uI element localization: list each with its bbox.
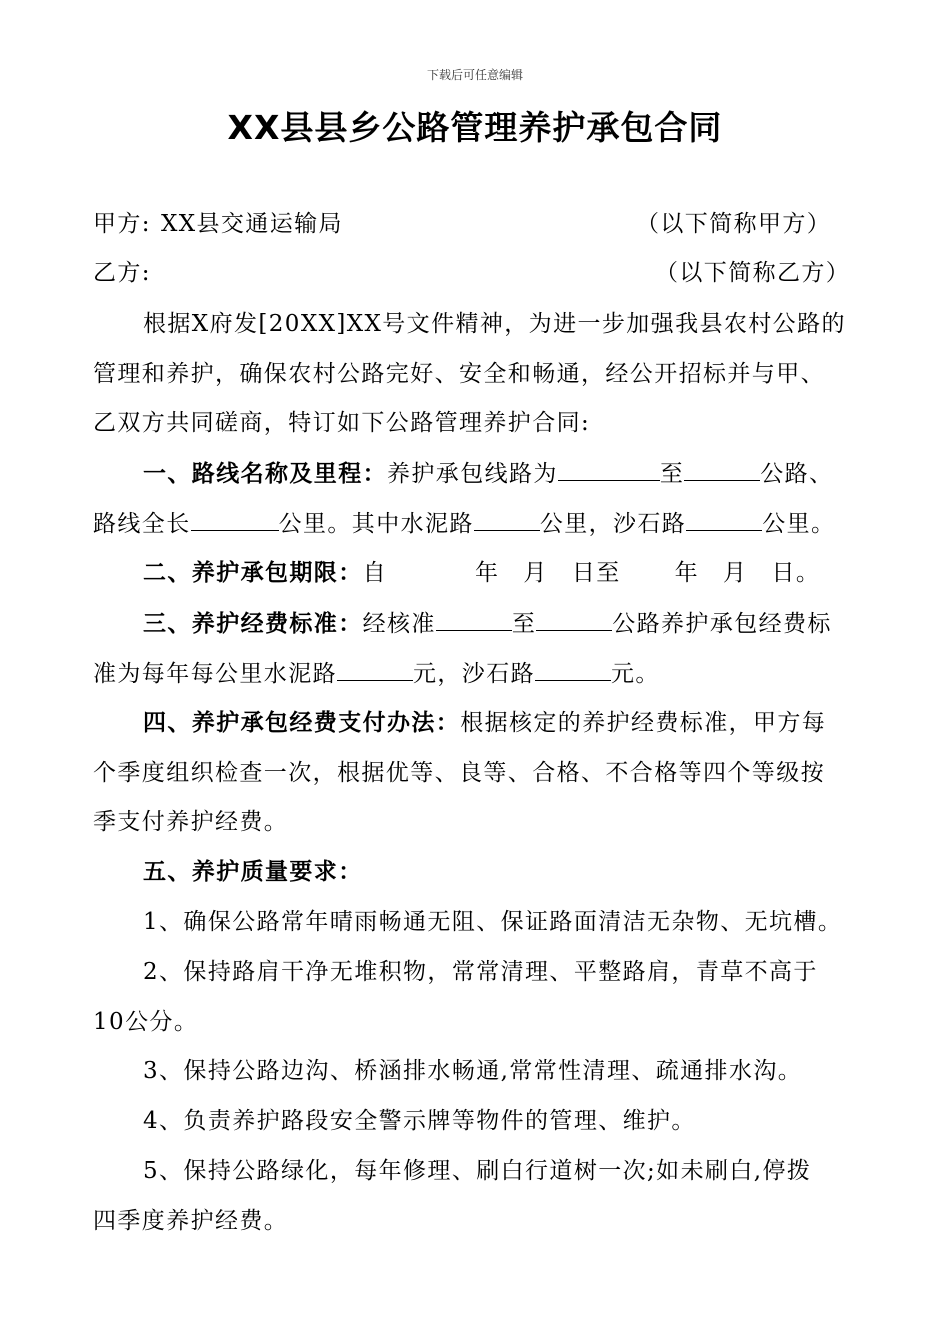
cement-road-blank[interactable] bbox=[474, 508, 540, 531]
period-month-1: 月 bbox=[523, 560, 548, 586]
party-a-label: 甲方: bbox=[93, 211, 151, 237]
requirement-5: 5、保持公路绿化，每年修理、刷白行道树一次;如未刷白,停拨 bbox=[143, 1158, 812, 1184]
gravel-fee-blank[interactable] bbox=[535, 658, 611, 681]
document-title: XX县县乡公路管理养护承包合同 bbox=[227, 108, 723, 147]
section-3-heading: 三、养护经费标准： bbox=[143, 611, 363, 637]
section-4-heading: 四、养护承包经费支付办法： bbox=[143, 710, 461, 736]
party-a-note: （以下简称甲方） bbox=[636, 211, 832, 237]
period-year-2: 年 bbox=[674, 560, 700, 586]
section-2-heading: 二、养护承包期限： bbox=[143, 560, 363, 586]
party-b-label: 乙方: bbox=[93, 260, 151, 286]
section-5-heading: 五、养护质量要求： bbox=[143, 859, 363, 885]
period-year-1: 年 bbox=[475, 560, 500, 586]
section-4-text: 根据核定的养护经费标准，甲方每 bbox=[460, 710, 827, 736]
section-3-text: 元，沙石路 bbox=[413, 661, 535, 687]
section-1-line-2 bbox=[93, 508, 863, 539]
route-start-blank[interactable] bbox=[558, 458, 660, 481]
period-from: 自 bbox=[362, 560, 388, 586]
total-length-blank[interactable] bbox=[191, 508, 279, 531]
section-1-text: 公路、 bbox=[760, 461, 834, 487]
section-3-line-1 bbox=[143, 608, 863, 639]
section-2-line bbox=[143, 558, 863, 588]
section-3-text: 公路养护承包经费标 bbox=[612, 611, 832, 637]
section-3-text: 元。 bbox=[611, 661, 660, 687]
requirement-5-cont: 四季度养护经费。 bbox=[93, 1208, 289, 1234]
section-4-line-3: 季支付养护经费。 bbox=[93, 809, 289, 835]
period-day-2: 日。 bbox=[771, 560, 821, 586]
section-1-text: 公里，沙石路 bbox=[539, 511, 687, 537]
section-1-line-1 bbox=[143, 458, 863, 489]
cement-fee-blank[interactable] bbox=[337, 658, 413, 681]
gravel-road-blank[interactable] bbox=[686, 508, 762, 531]
requirement-2: 2、保持路肩干净无堆积物，常常清理、平整路肩，青草不高于 bbox=[143, 959, 818, 985]
section-4-line-1 bbox=[143, 708, 863, 738]
requirement-4: 4、负责养护路段安全警示牌等物件的管理、维护。 bbox=[143, 1108, 696, 1134]
fee-route-start-blank[interactable] bbox=[436, 608, 512, 631]
section-1-heading: 一、路线名称及里程： bbox=[143, 461, 387, 487]
section-1-text: 公里。 bbox=[762, 511, 836, 537]
period-day-to: 日至 bbox=[571, 560, 621, 586]
intro-line-2: 管理和养护，确保农村公路完好、安全和畅通，经公开招标并与甲、 bbox=[93, 361, 825, 387]
section-1-text: 公里。其中水泥路 bbox=[278, 511, 474, 537]
requirement-1: 1、确保公路常年晴雨畅通无阻、保证路面清洁无杂物、无坑槽。 bbox=[143, 909, 843, 935]
requirement-3: 3、保持公路边沟、桥涵排水畅通,常常性清理、疏通排水沟。 bbox=[143, 1058, 803, 1084]
requirement-2-cont: 10公分。 bbox=[93, 1009, 199, 1035]
section-1-text: 养护承包线路为 bbox=[387, 461, 558, 487]
section-1-text: 路线全长 bbox=[93, 511, 191, 537]
section-1-text: 至 bbox=[659, 461, 685, 487]
intro-line-3: 乙双方共同磋商，特订如下公路管理养护合同: bbox=[93, 410, 591, 436]
section-4-line-2: 个季度组织检查一次，根据优等、良等、合格、不合格等四个等级按 bbox=[93, 760, 825, 786]
header-note: 下载后可任意编辑 bbox=[426, 68, 523, 82]
party-a-value: XX县交通运输局 bbox=[160, 211, 343, 237]
route-end-blank[interactable] bbox=[684, 458, 760, 481]
section-3-text: 准为每年每公里水泥路 bbox=[93, 661, 337, 687]
section-3-line-2 bbox=[93, 658, 863, 689]
party-b-note: （以下简称乙方） bbox=[655, 260, 851, 286]
section-5-heading-line bbox=[143, 857, 863, 887]
period-month-2: 月 bbox=[723, 560, 748, 586]
intro-line-1: 根据X府发[20XX]XX号文件精神，为进一步加强我县农村公路的 bbox=[143, 311, 846, 337]
fee-route-end-blank[interactable] bbox=[536, 608, 612, 631]
section-3-text: 经核准 bbox=[362, 611, 436, 637]
section-3-text: 至 bbox=[511, 611, 537, 637]
